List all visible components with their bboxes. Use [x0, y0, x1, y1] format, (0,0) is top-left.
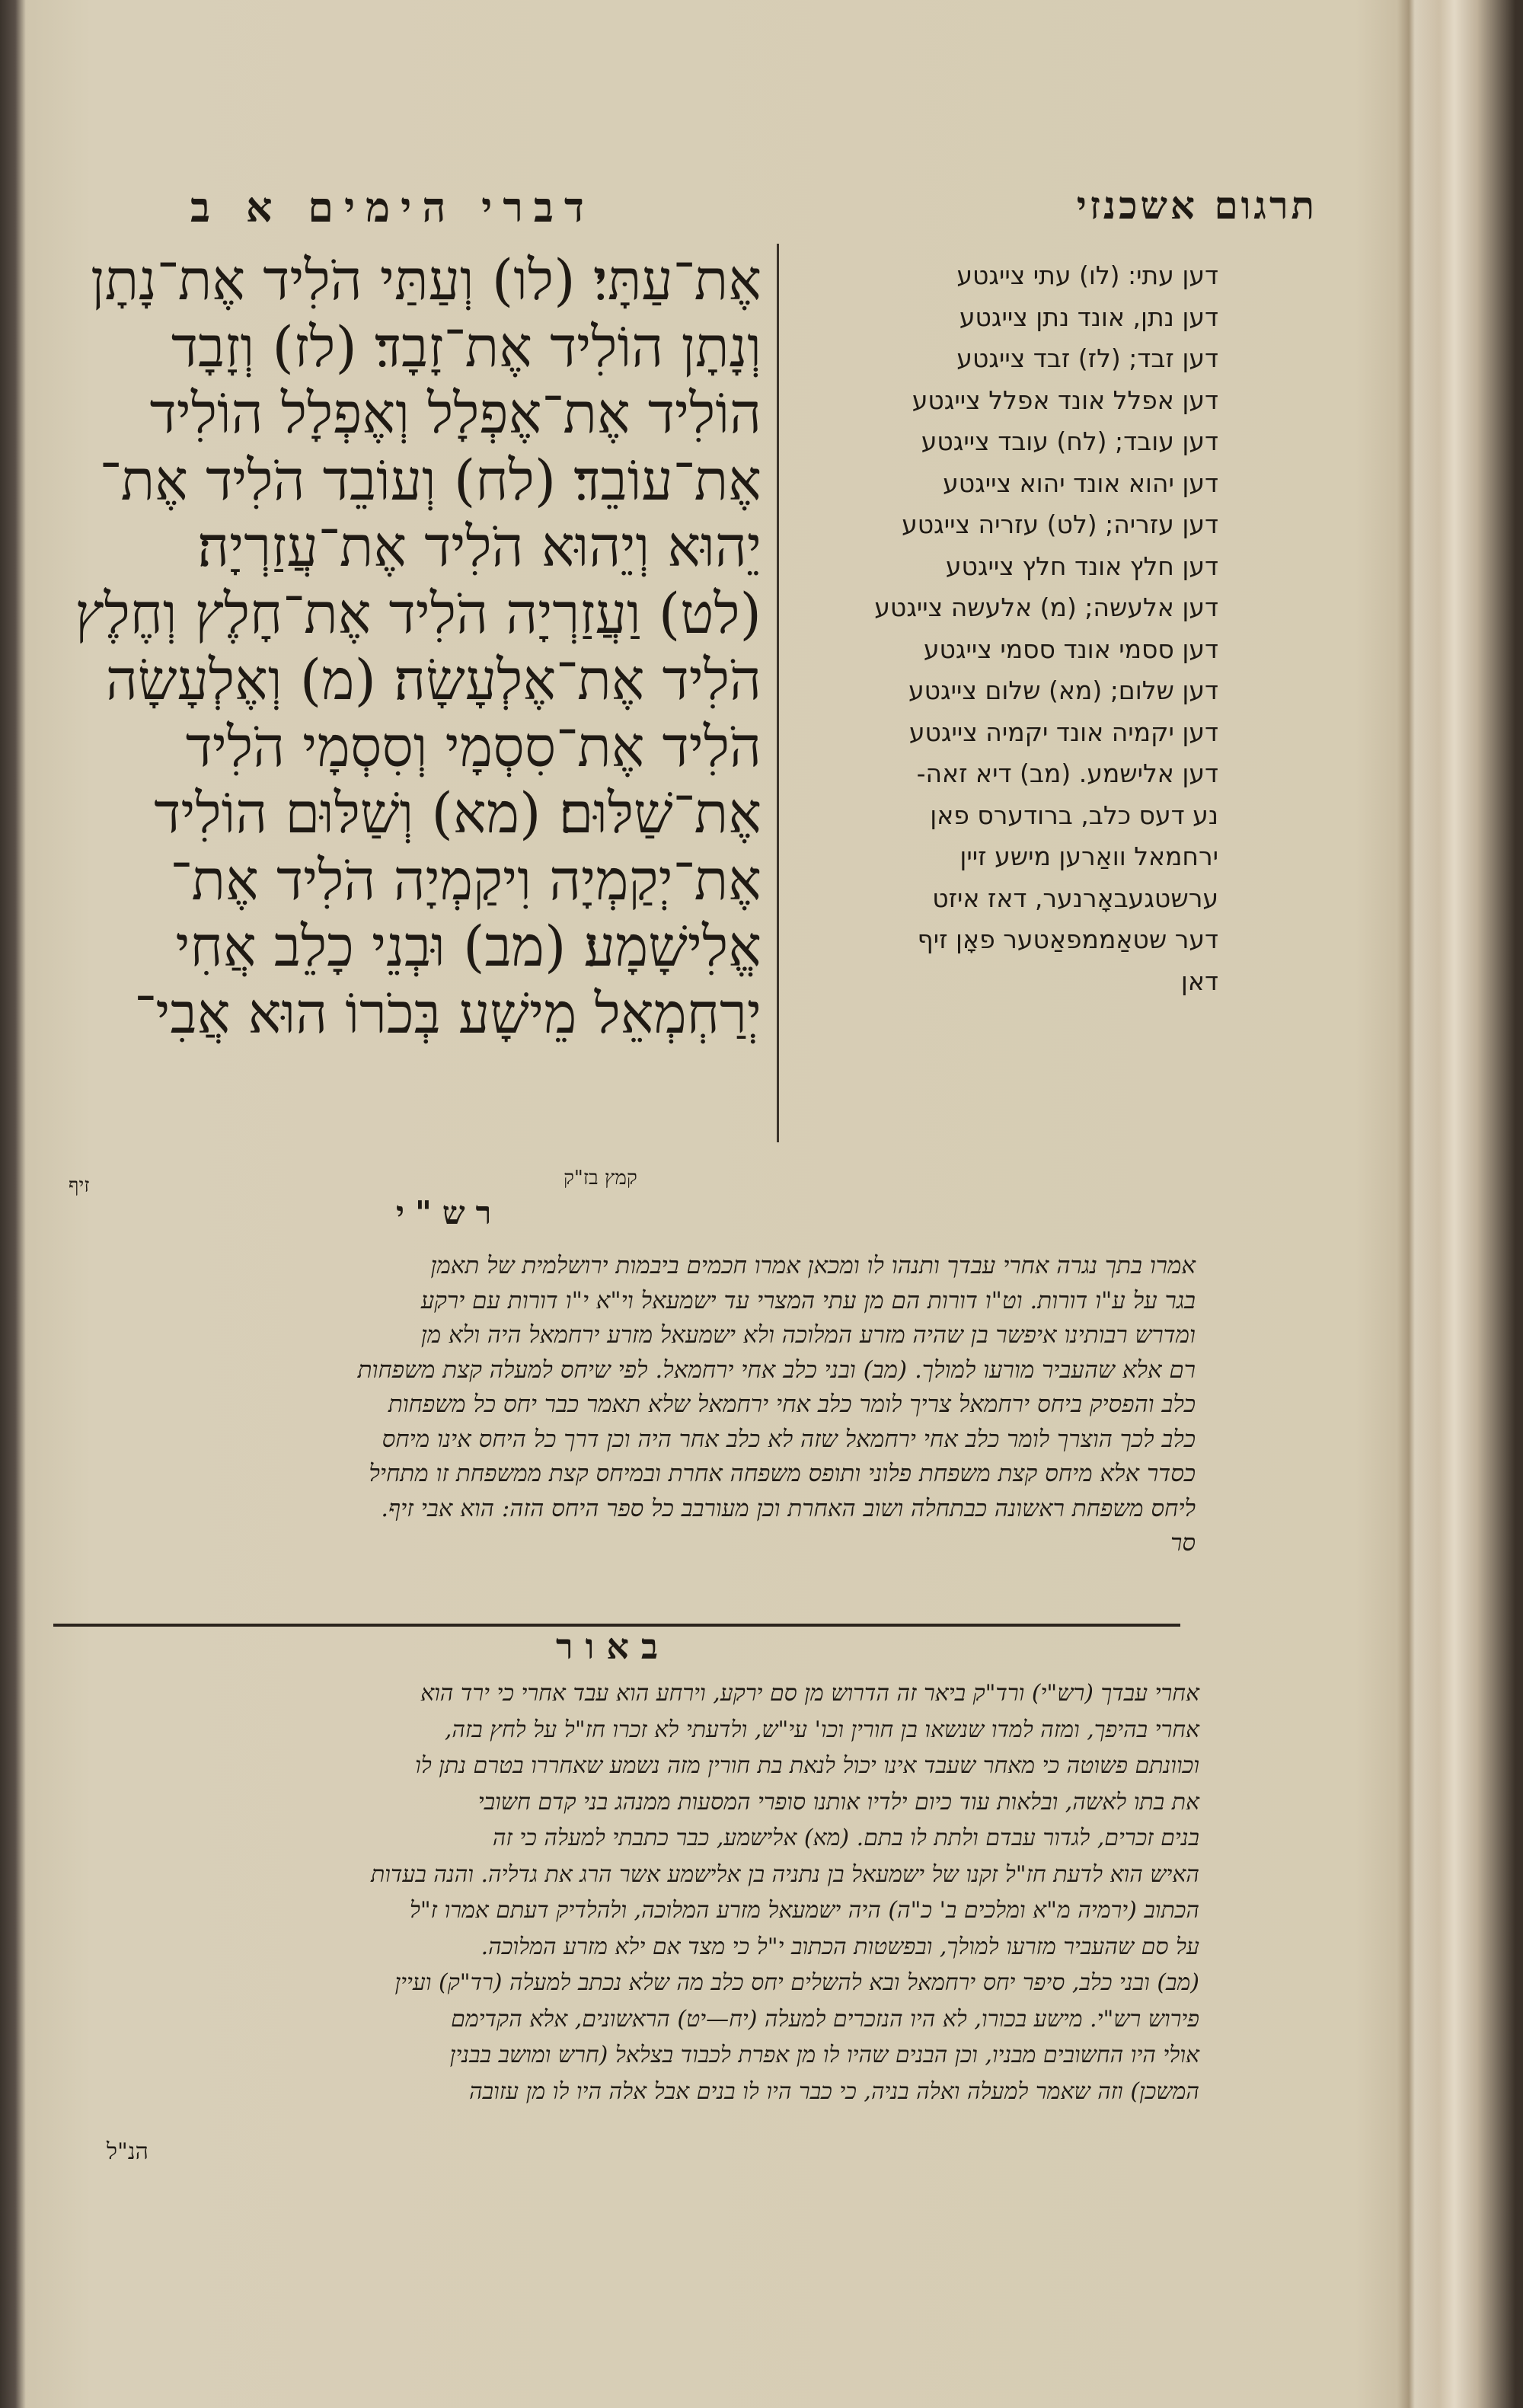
vocalization-note: קמץ בז"ק — [564, 1167, 637, 1190]
main-text-line: הוֹלִיד אֶת־אֶפְלָל וְאֶפְלָל הוֹלִיד — [149, 382, 762, 446]
rashi-commentary — [69, 1249, 1196, 1561]
biur-line: אחרי בהיפך, ומזה למדו שנשאו בן חורין וכו' עי"ש, ולדעתי לא זכרו חז"ל על לחץ בזה, — [444, 1716, 1199, 1743]
main-text-line: הֹלִיד אֶת־אֶלְעָשָׂה׃ (מ) וְאֶלְעָשָׂה — [105, 648, 762, 713]
rashi-line: ומדרש רבותינו איפשר בן שהיה מזרע המלוכה ולא ישמעאל מזרע ירחמאל היה ולא מן — [420, 1321, 1196, 1349]
biur-line: פירוש רש"י. מישע בכורו, לא היו הנזכרים למעלה (יח—יט) הראשונים, אלא הקדימם — [451, 2005, 1199, 2033]
catchword-left: זיף — [69, 1174, 90, 1197]
rashi-line: רם אלא שהעביר מורעו למולך. (מב) ובני כלב אחי ירחמאל. לפי שיחס למעלה קצת משפחות — [357, 1356, 1196, 1384]
translation-line: נע דעס כלב, ברודערס פאן — [930, 800, 1218, 830]
biur-line: המשכן) וזה שאמר למעלה ואלה בניה, כי כבר היו לו בנים אבל אלה היו לו מן עזובה — [469, 2077, 1199, 2105]
running-header-book-title: דברי הימים א ב — [190, 183, 595, 232]
rashi-line: כסדר אלא מיחס קצת משפחת פלוני ותופס משפחה אחרת ובמיחס קצת ממשפחת זו מתחיל — [369, 1460, 1196, 1487]
rashi-line: סר — [1170, 1529, 1196, 1557]
page-content — [23, 46, 1401, 2384]
biur-line: (מב) ובני כלב, סיפר יחס ירחמאל ובא להשלים יחס כלב מה שלא נכתב למעלה (רד"ק) ועיין — [394, 1969, 1199, 1996]
biur-commentary — [65, 1675, 1199, 2109]
main-text-line: וְנָתָן הוֹלִיד אֶת־זָבָד׃ (לז) וְזָבָד — [171, 315, 762, 380]
biur-line: האיש הוא לדעת חז"ל זקנו של ישמעאל בן נתניה בן אלישמע אשר הרג את גדליה. והנה בעדות — [370, 1860, 1199, 1888]
column-divider — [777, 244, 779, 1142]
biur-line: אחרי עבדך (רש"י) ורד"ק ביאר זה הדרוש מן סם ירקע, וירחע הוא עבד אחרי כי ירד הוא — [420, 1680, 1199, 1707]
translation-line: דען חלץ אונד חלץ צייגטע — [945, 551, 1218, 581]
main-text-line: אֶת־שַׁלּוּם׃ (מא) וְשַׁלּוּם הוֹלִיד — [154, 781, 762, 846]
main-text-line: יְרַחְמְאֵל מֵישָׁע בְּכֹרוֹ הוּא אֲבִי־ — [134, 981, 762, 1046]
german-translation-column — [792, 255, 1218, 1002]
biur-heading: באור — [556, 1626, 671, 1667]
rashi-line: אמרו בתך נגרה אחרי עבדך ותנהו לו ומכאן אמרו חכמים ביבמות ירושלמית של תאמן — [430, 1252, 1196, 1279]
biur-line: את בתו לאשה, ובלאות עוד כיום ילדיו אותנו סופרי המסעות ממנהג בני קדם חשובי — [477, 1788, 1199, 1816]
main-text-line: יֵהוּא וְיֵהוּא הֹלִיד אֶת־עֲזַרְיָה׃ — [197, 515, 762, 580]
translation-line: דען זבד; (לז) זבד צייגטע — [956, 343, 1218, 373]
biur-line: בנים זכרים, לגדור עבדם ולתת לו בתם. (מא) אלישמע, כבר כתבתי למעלה כי זה — [492, 1825, 1199, 1851]
rashi-line: כלב לכך הוצרך לומר כלב אחי ירחמאל שזה לא כלב אחר היה וכן דרך כל היחס אינו מיחס — [382, 1425, 1196, 1453]
translation-line: ערשטגעבאָרנער, דאז איזט — [932, 883, 1218, 913]
running-header-translation-title: תרגום אשכנזי — [1076, 183, 1317, 228]
main-text-line: אֱלִישָׁמָע׃ (מב) וּבְנֵי כָלֵב אֲחִי — [175, 915, 762, 979]
translation-line: דער שטאַממפאַטער פאָן זיף — [917, 925, 1218, 954]
main-text-line: (לט) וַעֲזַרְיָה הֹלִיד אֶת־חָלֶץ וְחֶלֶץ — [75, 581, 762, 647]
biur-line: הכתוב (ירמיה מ"א ומלכים ב' כ"ה) היה ישמעאל מזרע המלוכה, ולהלדיק דעתם אמרו ז"ל — [409, 1897, 1199, 1924]
biur-line: וכוונתם פשוטה כי מאחר שעבד אינו יכול לנאת בת חורין מזה נשמע שאחררו בטרם נתן לו — [415, 1752, 1199, 1779]
rashi-line: בגר על ע"ו דורות. וט"ו דורות הם מן עתי המצרי עד ישמעאל וי"א י"ו דורות עם ירקע — [420, 1286, 1196, 1314]
biur-line: אולי היו החשובים מבניו, וכן הבנים שהיו לו מן אפרת לכבוד בצלאל (חרש ומושב בבנין — [449, 2042, 1199, 2068]
main-text-line: הֹלִיד אֶת־סִסְמָי וְסִסְמָי הֹלִיד — [185, 714, 762, 780]
translation-line: דען יהוא אונד יהוא צייגטע — [943, 468, 1218, 498]
main-text-line: אֶת־עַתָּי׃ (לו) וְעַתַּי הֹלִיד אֶת־נָתָן — [90, 248, 762, 313]
translation-line: דען אלעשה; (מ) אלעשה צייגטע — [874, 592, 1218, 622]
translation-line: דען אפלל אונד אפלל צייגטע — [912, 385, 1218, 415]
catchword-bottom: הנ"ל — [107, 2138, 148, 2165]
translation-line: דען עזריה; (לט) עזריה צייגטע — [902, 509, 1218, 539]
main-text-line: אֶת־עוֹבֵד׃ (לח) וְעוֹבֵד הֹלִיד אֶת־ — [99, 448, 762, 513]
translation-line: דען עתי: (לו) עתי צייגטע — [956, 260, 1218, 290]
rashi-line: כלב והפסיק ביחס ירחמאל צריך לומר כלב אחי ירחמאל שלא תאמר כבר יחס כל משפחות — [388, 1391, 1196, 1418]
rashi-heading: רש"י — [396, 1194, 503, 1231]
rashi-line: ליחס משפחת ראשונה כבתחלה ושוב האחרת וכן מעורבב כל ספר היחס הזה: הוא אבי זיף. — [381, 1494, 1196, 1522]
biur-line: על סם שהעביר מזרעו למולך, ובפשטות הכתוב י"ל כי מצד אם ילא מזרע המלוכה. — [481, 1933, 1199, 1960]
main-text-line: אֶת־יְקַמְיָה וִיקַמְיָה הֹלִיד אֶת־ — [170, 848, 762, 913]
translation-line: ירחמאל וואַרען מישע זיין — [959, 842, 1218, 871]
translation-line: דען שלום; (מא) שלום צייגטע — [908, 675, 1218, 705]
hebrew-main-text — [61, 248, 762, 1047]
translation-line: דען נתן, אונד נתן צייגטע — [959, 302, 1218, 332]
translation-line: דען ססמי אונד ססמי צייגטע — [923, 634, 1218, 664]
translation-line: דען אלישמע. (מב) דיא זאה- — [916, 758, 1218, 788]
translation-line: דען עובד; (לח) עובד צייגטע — [921, 426, 1218, 456]
translation-line: דען יקמיה אונד יקמיה צייגטע — [908, 717, 1218, 747]
translation-line: דאן — [1180, 966, 1218, 996]
